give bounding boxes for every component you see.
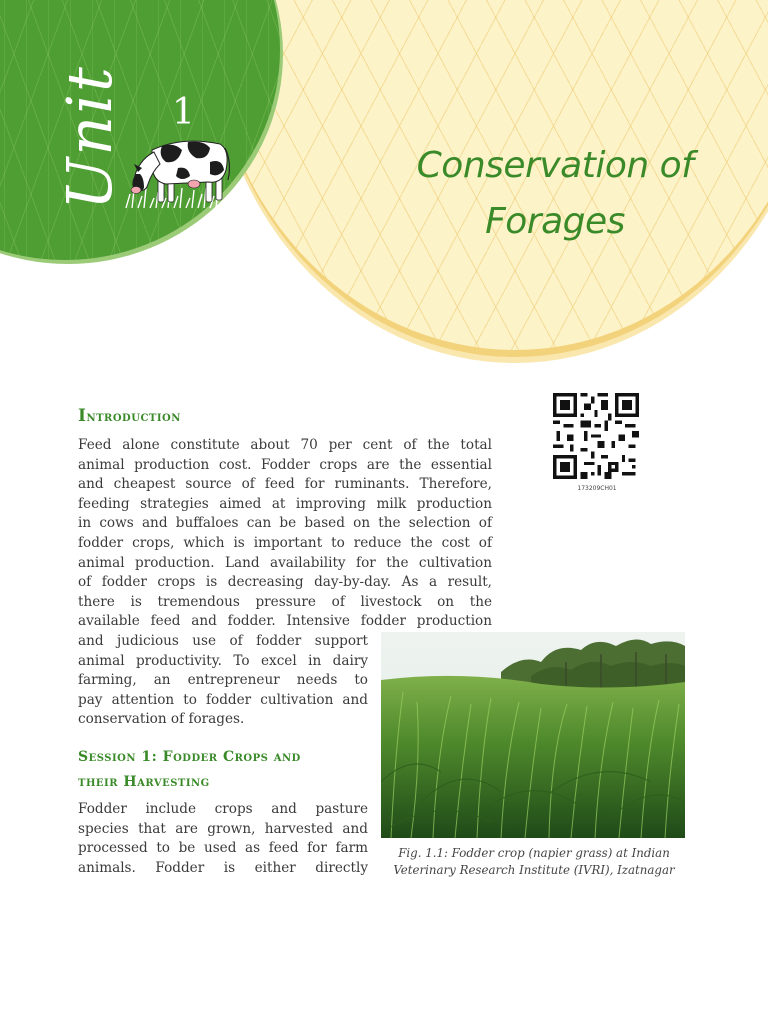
chapter-title-line-2: Forages	[485, 201, 625, 242]
intro-line: animal productivity. To excel in dairy	[78, 652, 368, 669]
intro-line: farming, an entrepreneur needs to	[78, 672, 368, 689]
introduction-heading	[78, 406, 181, 426]
session-line: animals. Fodder is either directly	[78, 859, 368, 876]
intro-line: and judicious use of fodder support	[78, 633, 368, 649]
introduction-heading-rest: ntroduction	[86, 409, 181, 425]
introduction-paragraph-continued	[78, 632, 368, 730]
figure-caption-line-1: Fig. 1.1: Fodder crop (napier grass) at Indian	[398, 846, 670, 860]
qr-code-label: 173209CH01	[577, 485, 617, 492]
unit-label: Unit	[53, 65, 126, 210]
fodder-crop-photo	[381, 632, 685, 838]
qr-code[interactable]	[553, 393, 639, 479]
session-line: Fodder include crops and pasture	[78, 801, 368, 817]
figure-caption-line-2: Veterinary Research Institute (IVRI), Izatnagar	[393, 863, 675, 877]
introduction-heading-initial: I	[78, 406, 87, 426]
intro-line: animal production. Land availability for the cultivation	[78, 554, 492, 571]
grazing-cow-illustration	[122, 128, 234, 210]
session-heading-line-1: Session 1: Fodder Crops and	[78, 749, 301, 765]
intro-line: Feed alone constitute about 70 per cent of the total	[78, 437, 492, 453]
intro-line: there is tremendous pressure of livestock on the	[78, 593, 492, 610]
session-line: species that are grown, harvested and	[78, 820, 368, 837]
unit-number: 1	[172, 92, 195, 133]
figure-caption	[386, 845, 682, 879]
session-paragraph	[78, 800, 368, 878]
intro-line: fodder crops, which is important to reduce the cost of	[78, 534, 492, 551]
session-heading	[78, 745, 378, 795]
session-line: processed to be used as feed for farm	[78, 840, 368, 857]
intro-line: feeding strategies aimed at improving milk production	[78, 495, 492, 512]
intro-line: and cheapest source of feed for ruminants. Therefore,	[78, 476, 492, 493]
session-heading-line-2: their Harvesting	[78, 774, 210, 790]
intro-line: in cows and buffaloes can be based on the selection of	[78, 515, 492, 532]
intro-line: animal production cost. Fodder crops are the essential	[78, 456, 492, 473]
chapter-title	[410, 138, 700, 250]
intro-line: of fodder crops is decreasing day-by-day. As a result,	[78, 574, 492, 591]
intro-line: available feed and fodder. Intensive fodder production	[78, 613, 492, 630]
introduction-paragraph	[78, 436, 492, 632]
intro-line: conservation of forages.	[78, 711, 245, 728]
chapter-title-line-1: Conservation of	[416, 145, 694, 186]
intro-line: pay attention to fodder cultivation and	[78, 691, 368, 708]
